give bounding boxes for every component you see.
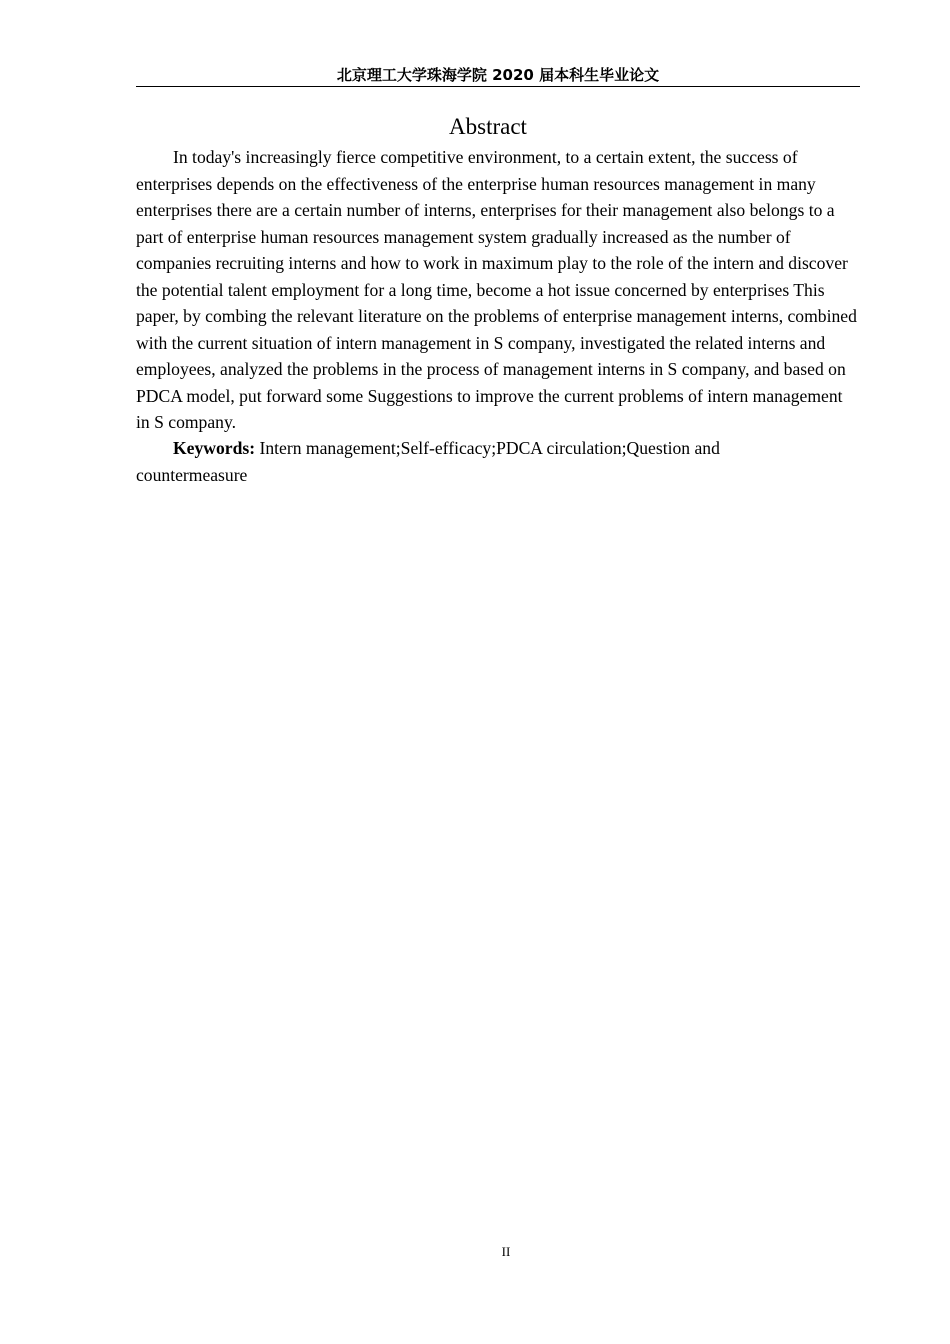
page-number: II — [501, 1244, 511, 1259]
keywords-label: Keywords: — [173, 438, 256, 458]
abstract-title: Abstract — [449, 114, 527, 139]
header-rule — [136, 86, 860, 87]
abstract-body — [136, 144, 860, 436]
abstract-paragraph: In today's increasingly fierce competitive environment, to a certain extent, the success of enterprises depends on the effectiveness of the enterprise human resources management in many enterprises there are a certain number of interns, enterprises for their management also belongs to a part of enterprise human resources management system gradually increased as the number of companies recruiting interns and how to work in maximum play to the role of the intern and discover the potential talent employment for a long time, become a hot issue concerned by enterprises This paper, by combing the relevant literature on the problems of enterprise management interns, combined with the current situation of intern management in S company, investigated the related interns and employees, analyzed the problems in the process of management interns in S company, and based on PDCA model, put forward some Suggestions to improve the current problems of intern management in S company. — [136, 147, 857, 432]
running-header: 北京理工大学珠海学院 2020 届本科生毕业论文 — [336, 66, 660, 84]
keywords-text: Intern management;Self-efficacy;PDCA circulation;Question and countermeasure — [136, 438, 720, 485]
keywords-line — [136, 435, 796, 488]
